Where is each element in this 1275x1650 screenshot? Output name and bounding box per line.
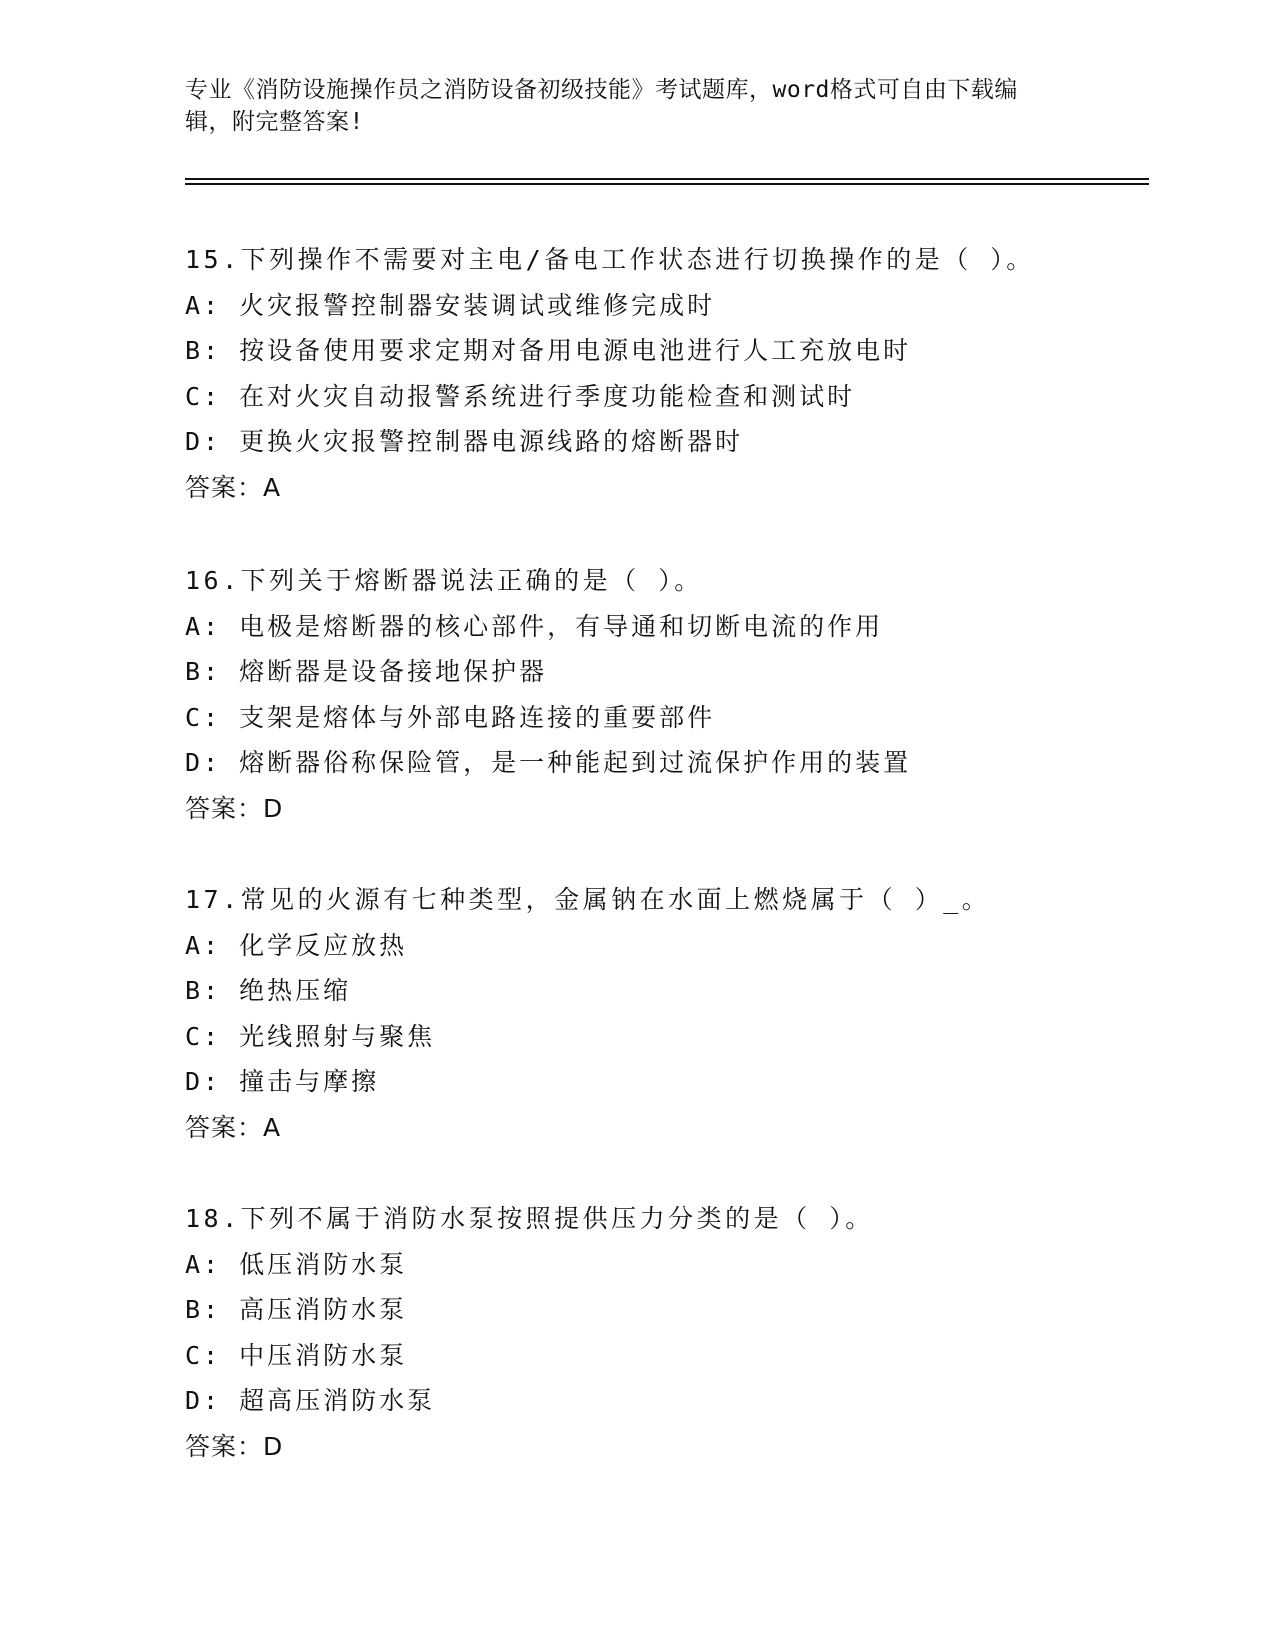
question-17 xyxy=(185,877,1145,1150)
document-header xyxy=(185,74,1065,138)
question-stem: 16.下列关于熔断器说法正确的是（ ）。 xyxy=(185,566,703,595)
header-text-line-1: 专业《消防设施操作员之消防设备初级技能》考试题库，word格式可自由下载编 xyxy=(185,77,1018,103)
option-c: C: 支架是熔体与外部电路连接的重要部件 xyxy=(185,702,716,732)
option-d: D: 撞击与摩擦 xyxy=(185,1067,380,1096)
option-b: B: 绝热压缩 xyxy=(185,976,352,1005)
option-a: A: 火灾报警控制器安装调试或维修完成时 xyxy=(185,290,716,320)
header-text-line-2: 辑，附完整答案! xyxy=(185,109,364,135)
question-stem: 17.常见的火源有七种类型，金属钠在水面上燃烧属于（ ）_。 xyxy=(185,885,991,914)
option-b: B: 高压消防水泵 xyxy=(185,1295,408,1324)
option-a: A: 低压消防水泵 xyxy=(185,1249,408,1279)
option-b: B: 按设备使用要求定期对备用电源电池进行人工充放电时 xyxy=(185,336,912,365)
question-15 xyxy=(185,237,1145,510)
option-a: A: 电极是熔断器的核心部件，有导通和切断电流的作用 xyxy=(185,611,884,641)
answer-text: 答案：A xyxy=(185,472,282,502)
question-stem: 18.下列不属于消防水泵按照提供压力分类的是（ ）。 xyxy=(185,1204,874,1233)
answer-text: 答案：D xyxy=(185,793,284,823)
option-d: D: 超高压消防水泵 xyxy=(185,1386,436,1415)
header-divider-bottom xyxy=(185,183,1149,185)
answer-text: 答案：A xyxy=(185,1112,282,1142)
question-18 xyxy=(185,1196,1145,1469)
header-divider-top xyxy=(185,178,1149,180)
option-c: C: 光线照射与聚焦 xyxy=(185,1021,436,1051)
option-c: C: 在对火灾自动报警系统进行季度功能检查和测试时 xyxy=(185,381,856,411)
option-d: D: 熔断器俗称保险管，是一种能起到过流保护作用的装置 xyxy=(185,748,912,777)
option-d: D: 更换火灾报警控制器电源线路的熔断器时 xyxy=(185,427,744,456)
question-16 xyxy=(185,558,1145,831)
option-c: C: 中压消防水泵 xyxy=(185,1340,408,1370)
option-b: B: 熔断器是设备接地保护器 xyxy=(185,657,548,686)
answer-text: 答案：D xyxy=(185,1431,284,1461)
question-stem: 15.下列操作不需要对主电/备电工作状态进行切换操作的是（ ）。 xyxy=(185,245,1035,274)
option-a: A: 化学反应放热 xyxy=(185,930,408,960)
